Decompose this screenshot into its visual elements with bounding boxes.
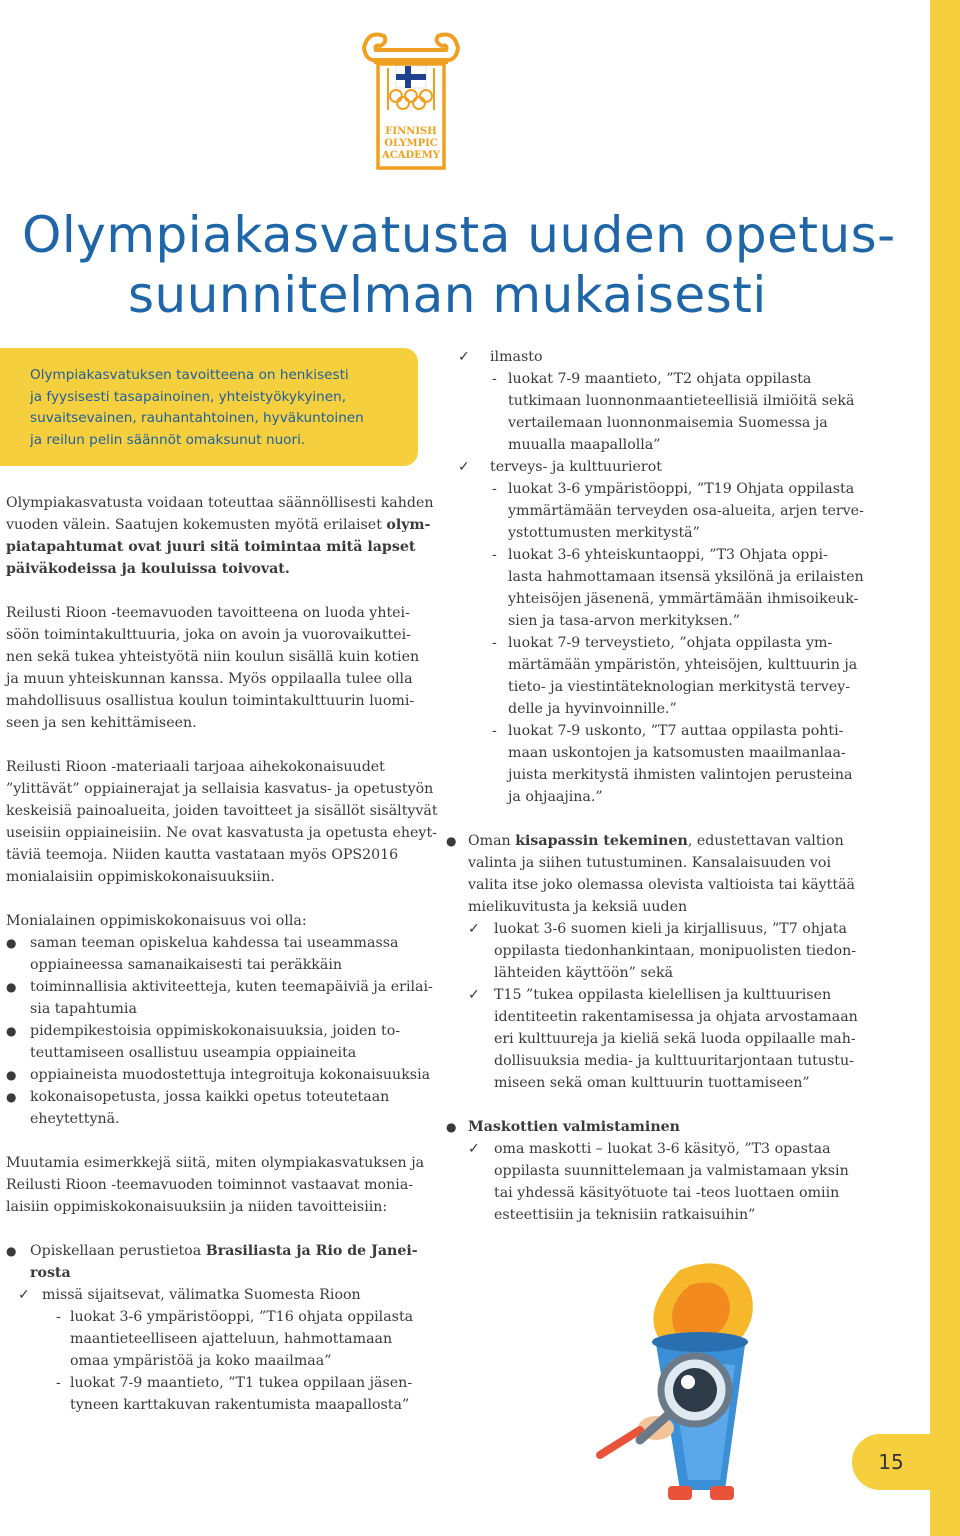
sub-item (6, 1306, 426, 1372)
text-line: valita itse joko olemassa olevista valtioista tai käyttää (468, 877, 856, 893)
callout-line: ja reilun pelin säännöt omaksunut nuori. (30, 431, 306, 448)
text-line: täviä teemoja. Niiden kautta vastataan myös OPS2016 (6, 847, 399, 863)
bullet-icon: ● (6, 1244, 17, 1258)
dash-icon: - (492, 723, 497, 739)
list-item (6, 1240, 426, 1284)
check-item (458, 346, 888, 368)
text-line: sien ja tasa-arvon merkityksen.” (508, 613, 741, 629)
logo-line-1: FINNISH (385, 126, 437, 137)
text-line: dollisuuksia media- ja kulttuuritarjontaan tutustu- (494, 1053, 854, 1069)
checkmark-icon: ✓ (468, 987, 480, 1003)
text-line: oma maskotti – luokat 3-6 käsityö, ”T3 opastaa (494, 1141, 831, 1157)
text-span: Oman (468, 833, 516, 849)
text-line: Monialainen oppimiskokonaisuus voi olla: (6, 913, 307, 929)
check-item (458, 984, 888, 1094)
text-line: sia tapahtumia (30, 1001, 137, 1017)
sub-item (458, 478, 888, 544)
bullet-icon: ● (6, 1090, 17, 1104)
text-line: vertailemaan luonnonmaisemia Suomessa ja (508, 415, 828, 431)
list-item (6, 932, 426, 976)
dash-icon: - (492, 547, 497, 563)
callout-line: Olympiakasvatuksen tavoitteena on henkisesti (30, 367, 349, 383)
text-line: Reilusti Rioon -materiaali tarjoaa aihekokonaisuudet (6, 759, 385, 775)
list-item (446, 830, 888, 918)
title-line: Olympiakasvatusta uuden opetus- (22, 206, 896, 264)
text-line: valinta ja siihen tutustuminen. Kansalaisuuden voi (468, 855, 831, 871)
bullet-icon: ● (6, 1068, 17, 1082)
text-line: luokat 3-6 suomen kieli ja kirjallisuus, ”T7 ohjata (494, 921, 847, 937)
text-line: missä sijaitsevat, välimatka Suomesta Rioon (42, 1287, 361, 1303)
text-line: juista merkitystä ihmisten valintojen perusteina (508, 767, 853, 783)
text-line: teuttamiseen osallistuu useampia oppiaineita (30, 1045, 357, 1061)
paragraph-esimerkkeja (6, 1152, 426, 1218)
sub-item (458, 544, 888, 632)
text-line: lasta hahmottamaan itsensä yksilönä ja erilaisten (508, 569, 864, 585)
text-line: oppiaineessa samanaikaisesti tai peräkkäin (30, 957, 343, 973)
bullet-icon: ● (446, 1120, 457, 1134)
text-span: Opiskellaan perustietoa (30, 1243, 206, 1259)
bold-span: kisapassin tekeminen (515, 833, 688, 849)
paragraph-monialainen (6, 910, 433, 1130)
text-line: luokat 3-6 ympäristöoppi, ”T16 ohjata oppilasta (70, 1309, 414, 1325)
text-line: tyneen karttakuvan rakentumista maapallosta” (70, 1397, 410, 1413)
text-line: päiväkodeissa ja kouluissa toivovat. (6, 561, 290, 577)
paragraph-materiaali (6, 756, 438, 888)
check-item (458, 918, 888, 984)
dash-icon: - (56, 1309, 61, 1325)
list-item (6, 1086, 426, 1130)
text-line: oppiaineista muodostettuja integroituja kokonaisuuksia (30, 1067, 431, 1083)
finnish-olympic-academy-logo (358, 28, 464, 176)
title-line: suunnitelman mukaisesti (128, 266, 767, 324)
logo-line-2: OLYMPIC (384, 138, 438, 149)
right-column (446, 346, 888, 1226)
text-line: ”ylittävät” oppiainerajat ja sellaisia kasvatus- ja opetustyön (6, 781, 434, 797)
text-line: ymmärtämään terveyden osa-alueita, arjen terve- (508, 503, 864, 519)
dash-icon: - (492, 371, 497, 387)
text-span: , edustettavan valtion (687, 833, 844, 849)
text-line: rosta (30, 1265, 71, 1281)
text-span: vuoden välein. Saatujen kokemusten myötä erilaiset (6, 517, 387, 533)
text-line: luokat 7-9 uskonto, ”T7 auttaa oppilasta pohti- (508, 723, 844, 739)
text-line: nen sekä tukea yhteistyötä niin koulun sisällä kuin kotien (6, 649, 420, 665)
text-line: keskeisiä painoalueita, joiden tavoitteet ja sisällöt sisältyvät (6, 803, 438, 819)
text-line: luokat 3-6 yhteiskuntaoppi, ”T3 Ohjata oppi- (508, 547, 828, 563)
text-line: piatapahtumat ovat juuri sitä toimintaa mitä lapset (6, 539, 416, 555)
sub-item (458, 720, 888, 808)
text-line: monialaisiin oppimiskokonaisuuksiin. (6, 869, 275, 885)
text-line: Maskottien valmistaminen (468, 1119, 680, 1135)
text-line: T15 ”tukea oppilasta kielellisen ja kulttuurisen (494, 987, 832, 1003)
text-line: Reilusti Rioon -teemavuoden tavoitteena on luoda yhtei- (6, 605, 410, 621)
page-number: 15 (878, 1450, 904, 1474)
text-line: terveys- ja kulttuurierot (490, 459, 662, 475)
text-line: toiminnallisia aktiviteetteja, kuten teemapäiviä ja erilai- (30, 979, 433, 995)
text-line: omaa ympäristöä ja koko maailmaa” (70, 1353, 332, 1369)
text-line: lähteiden käyttöön” sekä (494, 965, 674, 981)
rio-list (6, 1240, 426, 1416)
text-line: yhteisöjen jäsenenä, ymmärtämään ihmisoikeuk- (508, 591, 859, 607)
text-line: luokat 7-9 maantieto, ”T1 tukea oppilaan jäsen- (70, 1375, 413, 1391)
checkmark-icon: ✓ (458, 349, 470, 365)
text-line: luokat 7-9 maantieto, ”T2 ohjata oppilasta (508, 371, 812, 387)
text-line: pidempikestoisia oppimiskokonaisuuksia, joiden to- (30, 1023, 401, 1039)
text-line: Reilusti Rioon -teemavuoden toiminnot vastaavat monia- (6, 1177, 414, 1193)
logo-line-3: ACADEMY (382, 150, 440, 161)
text-line: maantieteelliseen ajatteluun, hahmottamaan (70, 1331, 393, 1347)
paragraph-intro (6, 492, 434, 580)
text-line: miseen sekä oman kulttuurin tuottamiseen” (494, 1075, 810, 1091)
bold-span: olym- (386, 517, 431, 533)
text-line: delle ja hyvinvoinnille.” (508, 701, 677, 717)
list-item (6, 1020, 426, 1064)
left-column (6, 492, 438, 1240)
list-item (446, 1116, 888, 1138)
callout-line: ja fyysisesti tasapainoinen, yhteistyökykyinen, (30, 388, 347, 405)
text-line: söön toimintakulttuuria, joka on avoin ja vuorovaikuttei- (6, 627, 411, 643)
text-line: kokonaisopetusta, jossa kaikki opetus toteutetaan (30, 1089, 390, 1105)
torch-mascot-illustration (560, 1250, 790, 1520)
dash-icon: - (56, 1375, 61, 1391)
text-line: märtämään ympäristön, yhteisöjen, kulttuurin ja (508, 657, 858, 673)
text-line: ystottumusten merkitystä” (508, 525, 700, 541)
text-line (6, 514, 431, 536)
text-line: laisiin oppimiskokonaisuuksiin ja niiden tavoitteisiin: (6, 1199, 388, 1215)
callout-line: suvaitsevainen, rauhantahtoinen, hyväkuntoinen (30, 410, 364, 426)
list-item (6, 976, 433, 1020)
text-line: ja muun yhteiskunnan kanssa. Myös oppilaalla tulee olla (6, 671, 413, 687)
checkmark-icon: ✓ (18, 1287, 30, 1303)
check-item (458, 1138, 888, 1226)
bullet-icon: ● (6, 936, 17, 950)
page-number-tab (852, 1434, 930, 1490)
text-line: muualla maapallolla” (508, 437, 661, 453)
text-line: identiteetin rakentamisessa ja ohjata arvostamaan (494, 1009, 858, 1025)
sub-item (458, 632, 888, 720)
text-line: Muutamia esimerkkejä siitä, miten olympiakasvatuksen ja (6, 1155, 425, 1171)
sub-item (458, 368, 888, 456)
bullet-icon: ● (446, 834, 457, 848)
text-line: eri kulttuureja ja kieliä sekä luoda oppilaalle mah- (494, 1031, 856, 1047)
text-line (468, 830, 888, 852)
page-title (22, 205, 902, 325)
checkmark-icon: ✓ (468, 921, 480, 937)
bullet-icon: ● (6, 1024, 17, 1038)
text-line: useisiin oppiaineisiin. Ne ovat kasvatusta ja opetusta eheyt- (6, 825, 437, 841)
text-line: maan uskontojen ja katsomusten maailmanlaa- (508, 745, 846, 761)
text-line: oppilasta suunnittelemaan ja valmistamaan yksin (494, 1163, 849, 1179)
bold-span: Brasiliasta ja Rio de Janei- (205, 1243, 418, 1259)
text-line: tieto- ja viestintäteknologian merkitystä tervey- (508, 679, 851, 695)
text-line: luokat 7-9 terveystieto, ”ohjata oppilasta ym- (508, 635, 833, 651)
list-item (6, 1064, 431, 1086)
highlight-callout (0, 348, 418, 466)
text-line: tai yhdessä käsityötuote tai -teos luottaen omiin (494, 1185, 840, 1201)
text-line: Olympiakasvatusta voidaan toteuttaa säännöllisesti kahden (6, 495, 434, 511)
text-line (30, 1240, 426, 1262)
text-line: ja ohjaajina.” (508, 789, 603, 805)
text-line: saman teeman opiskelua kahdessa tai useammassa (30, 935, 399, 951)
text-line: eheytettynä. (30, 1111, 120, 1127)
text-line: oppilasta tiedonhankintaan, monipuolisten tiedon- (494, 943, 857, 959)
text-line: mielikuvitusta ja keksiä uuden (468, 899, 688, 915)
text-line: tutkimaan luonnonmaantieteellisiä ilmiöitä sekä (508, 393, 855, 409)
dash-icon: - (492, 481, 497, 497)
bullet-icon: ● (6, 980, 17, 994)
text-line: esteettisiin ja teknisiin ratkaisuihin” (494, 1207, 756, 1223)
checkmark-icon: ✓ (458, 459, 470, 475)
dash-icon: - (492, 635, 497, 651)
text-line: luokat 3-6 ympäristöoppi, ”T19 Ohjata oppilasta (508, 481, 855, 497)
sub-item (6, 1372, 426, 1416)
right-edge-stripe (930, 0, 960, 1536)
check-item (6, 1284, 426, 1306)
checkmark-icon: ✓ (468, 1141, 480, 1157)
paragraph-reilusti (6, 602, 426, 734)
text-line: seen ja sen kehittämiseen. (6, 715, 197, 731)
text-line: mahdollisuus osallistua koulun toimintakulttuurin luomi- (6, 693, 415, 709)
check-item (458, 456, 888, 478)
text-line: ilmasto (490, 349, 543, 365)
